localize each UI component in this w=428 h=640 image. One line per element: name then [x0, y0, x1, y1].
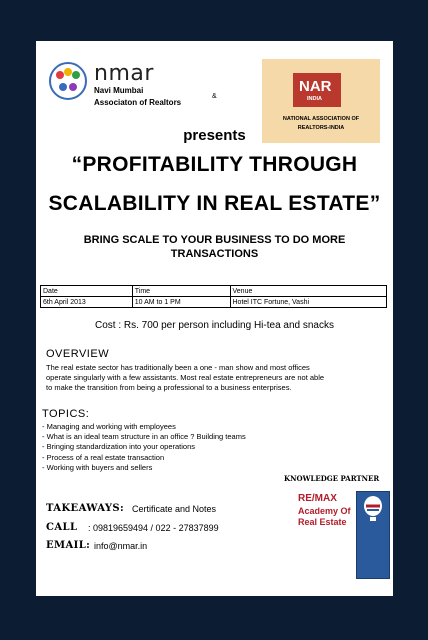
- overview-heading: OVERVIEW: [46, 348, 110, 360]
- list-item: - Bringing standardization into your operations: [42, 442, 196, 452]
- topics-heading: TOPICS:: [42, 408, 90, 420]
- presents-text: presents: [183, 127, 246, 144]
- nar-logo-icon: [293, 73, 341, 107]
- email-link[interactable]: info@nmar.in: [94, 541, 148, 551]
- remax-logo: [298, 491, 390, 579]
- flyer: [36, 41, 393, 596]
- nar-badge-main: NAR: [299, 78, 332, 95]
- remax-book-icon: [356, 491, 390, 579]
- nmar-logo-icon: [48, 61, 88, 101]
- takeaways-value: Certificate and Notes: [132, 504, 217, 514]
- title-line-1: “PROFITABILITY THROUGH: [71, 153, 358, 176]
- list-item: - What is an ideal team structure in an office ? Building teams: [42, 432, 246, 442]
- nmar-line-2: Associaton of Realtors: [94, 98, 182, 107]
- subtitle-line-2: TRANSACTIONS: [170, 248, 259, 260]
- nar-badge-sub: INDIA: [307, 96, 322, 102]
- overview-line-3: to make the transition from being a professional to a business enterprises.: [46, 383, 292, 392]
- ampersand: &: [212, 93, 217, 100]
- remax-brand: RE/MAX: [298, 493, 337, 504]
- header-time: Time: [132, 286, 230, 297]
- nmar-wordmark: nmar: [94, 61, 154, 86]
- event-date: 6th April 2013: [41, 297, 133, 308]
- cost-text: Cost : Rs. 700 per person including Hi-tea and snacks: [94, 320, 334, 331]
- remax-line-1: Academy Of: [298, 506, 351, 516]
- event-venue: Hotel ITC Fortune, Vashi: [230, 297, 387, 308]
- nar-caption-1: NATIONAL ASSOCIATION OF: [282, 116, 360, 122]
- call-label: CALL: [46, 522, 78, 533]
- knowledge-partner-label: KNOWLEDGE PARTNER: [284, 474, 380, 483]
- overview-line-1: The real estate sector has traditionally been a one - man show and most offices: [46, 363, 310, 372]
- balloon-icon: [357, 492, 389, 578]
- event-details-table: [40, 285, 387, 308]
- nmar-line-1: Navi Mumbai: [94, 86, 144, 95]
- list-item: - Working with buyers and sellers: [42, 462, 153, 472]
- nar-caption-2: REALTORS-INDIA: [297, 125, 345, 131]
- takeaways-label: TAKEAWAYS:: [46, 503, 125, 514]
- overview-paragraph: [46, 363, 388, 393]
- list-item: - Process of a real estate transaction: [42, 452, 165, 462]
- header-venue: Venue: [230, 286, 387, 297]
- topics-list: [42, 422, 246, 473]
- event-time: 10 AM to 1 PM: [132, 297, 230, 308]
- header-date: Date: [41, 286, 133, 297]
- list-item: - Managing and working with employees: [42, 422, 176, 431]
- table-header-row: [41, 286, 387, 297]
- overview-line-2: operate singularly with a few assistants. Most real estate entrepreneurs are not able: [46, 373, 325, 382]
- title-line-2: SCALABILITY IN REAL ESTATE”: [48, 192, 381, 215]
- table-row: [41, 297, 387, 308]
- call-value: : 09819659494 / 022 - 27837899: [88, 523, 219, 533]
- remax-line-2: Real Estate: [298, 517, 347, 527]
- subtitle-line-1: BRING SCALE TO YOUR BUSINESS TO DO MORE: [83, 234, 346, 246]
- email-label: EMAIL:: [46, 540, 91, 551]
